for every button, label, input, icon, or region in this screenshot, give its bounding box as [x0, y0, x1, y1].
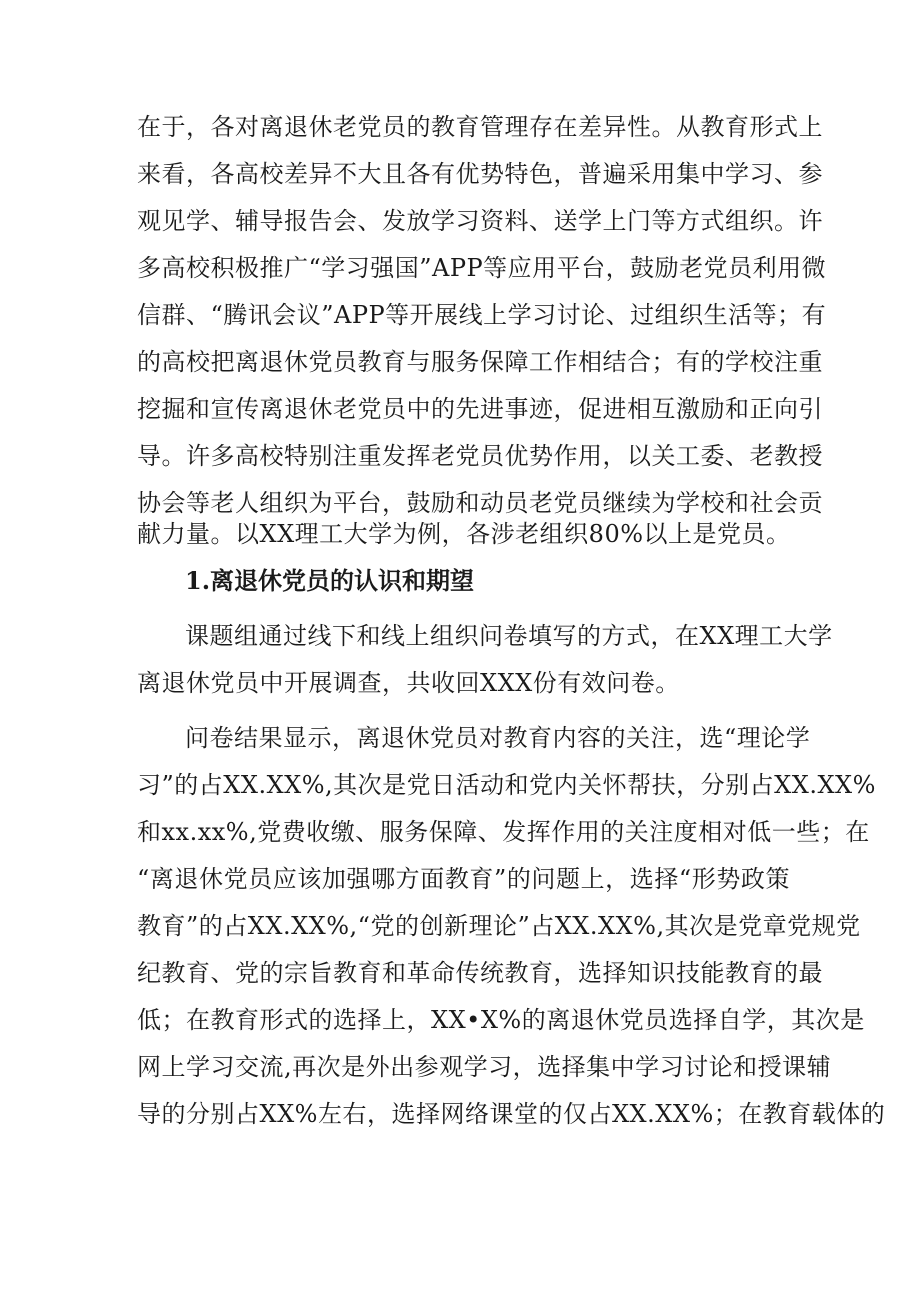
paragraph-line: 离退休党员中开展调查，共收回XXX份有效问卷。	[137, 669, 680, 697]
paragraph-line: 导。许多高校特别注重发挥老党员优势作用，以关工委、老教授	[137, 442, 823, 470]
paragraph-line: 信群、“腾讯会议”APP等开展线上学习讨论、过组织生活等；有	[137, 301, 827, 329]
paragraph-line: 网上学习交流,再次是外出参观学习，选择集中学习讨论和授课辅	[137, 1053, 832, 1081]
paragraph-line: 课题组通过线下和线上组织问卷填写的方式，在XX理工大学	[185, 622, 833, 650]
paragraph-line: 在于，各对离退休老党员的教育管理存在差异性。从教育形式上	[137, 113, 823, 141]
paragraph-line: 习”的占XX.XX%,其次是党日活动和党内关怀帮扶，分别占XX.XX%	[137, 771, 876, 799]
paragraph-line: 低；在教育形式的选择上，XX•X%的离退休党员选择自学，其次是	[137, 1006, 865, 1034]
paragraph-line: 问卷结果显示，离退休党员对教育内容的关注，选“理论学	[185, 724, 811, 752]
paragraph-line: 挖掘和宣传离退休老党员中的先进事迹，促进相互激励和正向引	[137, 395, 823, 423]
paragraph-line: 协会等老人组织为平台，鼓励和动员老党员继续为学校和社会贡	[137, 489, 823, 517]
paragraph-line: 教育”的占XX.XX%,“党的创新理论”占XX.XX%,其次是党章党规党	[137, 912, 861, 940]
paragraph-line: 观见学、辅导报告会、发放学习资料、送学上门等方式组织。许	[137, 207, 823, 235]
paragraph-line: 和xx.xx%,党费收缴、服务保障、发挥作用的关注度相对低一些；在	[137, 818, 870, 846]
paragraph-line: 纪教育、党的宗旨教育和革命传统教育，选择知识技能教育的最	[137, 959, 823, 987]
section-heading: 1.离退休党员的认识和期望	[185, 566, 475, 595]
paragraph-line: 的高校把离退休党员教育与服务保障工作相结合；有的学校注重	[137, 348, 823, 376]
paragraph-line: “离退休党员应该加强哪方面教育”的问题上，选择“形势政策	[137, 865, 790, 893]
paragraph-line: 导的分别占XX%左右，选择网络课堂的仅占XX.XX%；在教育载体的	[137, 1100, 886, 1128]
paragraph-line: 献力量。以XX理工大学为例，各涉老组织80%以上是党员。	[137, 520, 791, 548]
paragraph-line: 来看，各高校差异不大且各有优势特色，普遍采用集中学习、参	[137, 160, 823, 188]
paragraph-line: 多高校积极推广“学习强国”APP等应用平台，鼓励老党员利用微	[137, 254, 827, 282]
